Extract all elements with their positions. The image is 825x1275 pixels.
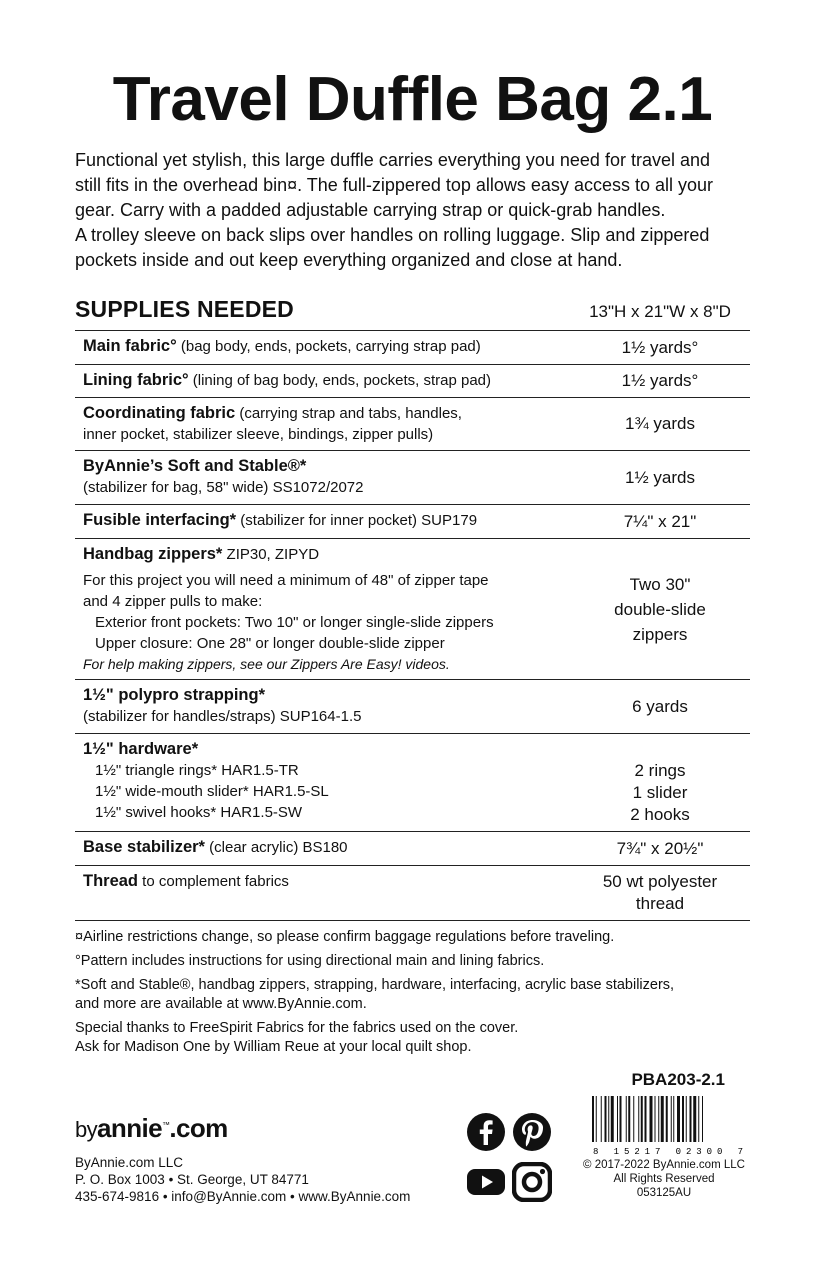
barcode-bar bbox=[698, 1096, 699, 1142]
supply-qty-line: zippers bbox=[632, 624, 688, 644]
barcode-bar bbox=[650, 1096, 653, 1142]
supply-row-main-fabric bbox=[75, 331, 750, 365]
zipper-detail-line: Upper closure: One 28" or longer double-slide zipper bbox=[95, 635, 445, 652]
supply-qty: 1½ yards° bbox=[621, 371, 699, 390]
supply-qty-line: thread bbox=[635, 894, 685, 913]
barcode-bar bbox=[611, 1096, 614, 1142]
supply-row-handbag-zippers bbox=[75, 539, 750, 680]
facebook-icon[interactable] bbox=[466, 1112, 506, 1152]
supply-row-fusible-interfacing bbox=[75, 505, 750, 539]
supply-desc: (bag body, ends, pockets, carrying strap pad) bbox=[176, 338, 481, 355]
footnote-airline: ¤Airline restrictions change, so please confirm baggage regulations before traveling. bbox=[75, 929, 615, 945]
supply-desc: (stabilizer for inner pocket) SUP179 bbox=[236, 512, 478, 529]
footnotes bbox=[75, 928, 755, 1062]
byannie-logo: byannie™.com bbox=[75, 1113, 228, 1143]
pinterest-icon[interactable] bbox=[512, 1112, 552, 1152]
zipper-detail-line: Exterior front pockets: Two 10" or longer single-slide zippers bbox=[95, 614, 494, 631]
supply-name: Coordinating fabric bbox=[83, 404, 236, 422]
barcode-bar bbox=[628, 1096, 630, 1142]
hardware-item: 1½" swivel hooks* HAR1.5-SW bbox=[95, 804, 303, 821]
barcode bbox=[588, 1094, 748, 1156]
footnote-pattern: °Pattern includes instructions for using directional main and lining fabrics. bbox=[75, 953, 545, 969]
intro-line: gear. Carry with a padded adjustable carrying strap or quick-grab handles. bbox=[75, 200, 666, 220]
supply-desc: (carrying strap and tabs, handles, bbox=[235, 405, 462, 422]
supply-qty: 1½ yards° bbox=[621, 337, 699, 357]
supplies-header bbox=[75, 296, 750, 331]
supplies-heading: SUPPLIES NEEDED bbox=[75, 296, 294, 322]
barcode-bar bbox=[666, 1096, 668, 1142]
supply-desc: to complement fabrics bbox=[138, 873, 289, 890]
rights-text: All Rights Reserved bbox=[613, 1173, 715, 1185]
barcode-bar bbox=[693, 1096, 696, 1142]
supply-qty-line: double-slide bbox=[614, 599, 706, 619]
supply-qty: 7¾" x 20½" bbox=[616, 838, 704, 858]
company-name: ByAnnie.com LLC bbox=[75, 1155, 184, 1170]
supply-qty-line: 2 rings bbox=[634, 760, 686, 780]
supply-name: ByAnnie’s Soft and Stable®* bbox=[83, 457, 307, 475]
supply-qty-line: 2 hooks bbox=[630, 804, 690, 824]
company-contact: 435-674-9816 • info@ByAnnie.com • www.ByAnnie.com bbox=[75, 1189, 411, 1204]
barcode-bar bbox=[641, 1096, 643, 1142]
version-code: 053125AU bbox=[636, 1187, 692, 1199]
supply-qty-line: 50 wt polyester bbox=[602, 872, 718, 891]
hardware-item: 1½" triangle rings* HAR1.5-TR bbox=[95, 762, 299, 779]
supply-name: Main fabric° bbox=[83, 337, 177, 355]
intro-paragraph bbox=[75, 148, 755, 273]
barcode-bar bbox=[655, 1096, 656, 1142]
footnote-availability: *Soft and Stable®, handbag zippers, strapping, hardware, interfacing, acrylic base stabilizers, and more are available at www.ByAnnie.com. bbox=[75, 977, 675, 1012]
barcode-bar bbox=[633, 1096, 634, 1142]
supply-desc: (lining of bag body, ends, pockets, strap pad) bbox=[188, 372, 492, 389]
barcode-digits: 8 15217 02300 7 bbox=[593, 1147, 743, 1156]
supply-name: Lining fabric° bbox=[83, 371, 189, 389]
barcode-bar bbox=[702, 1096, 703, 1142]
company-address: P. O. Box 1003 • St. George, UT 84771 bbox=[75, 1172, 309, 1187]
barcode-bar bbox=[601, 1096, 602, 1142]
pattern-code: PBA203-2.1 bbox=[631, 1070, 725, 1089]
hardware-item: 1½" wide-mouth slider* HAR1.5-SL bbox=[95, 783, 329, 800]
supply-desc: (stabilizer for bag, 58" wide) SS1072/2072 bbox=[83, 479, 364, 496]
supply-name: 1½" polypro strapping* bbox=[83, 686, 266, 704]
barcode-bar bbox=[658, 1096, 659, 1142]
supply-row-lining-fabric bbox=[75, 365, 750, 398]
supply-qty: 6 yards bbox=[632, 696, 688, 716]
barcode-bar bbox=[661, 1096, 664, 1142]
barcode-bar bbox=[673, 1096, 674, 1142]
barcode-bar bbox=[645, 1096, 647, 1142]
supply-desc: ZIP30, ZIPYD bbox=[222, 546, 320, 563]
barcode-bar bbox=[626, 1096, 627, 1142]
supply-row-soft-and-stable bbox=[75, 451, 750, 505]
intro-line: A trolley sleeve on back slips over handles on rolling luggage. Slip and zippered bbox=[75, 225, 710, 245]
supply-name: 1½" hardware* bbox=[83, 740, 199, 758]
barcode-bar bbox=[677, 1096, 680, 1142]
supply-row-hardware bbox=[75, 734, 750, 832]
supply-qty-line: 1 slider bbox=[632, 782, 688, 802]
barcode-bar bbox=[596, 1096, 597, 1142]
intro-line: still fits in the overhead bin¤. The full-zippered top allows easy access to all your bbox=[75, 175, 713, 195]
page-title: Travel Duffle Bag 2.1 bbox=[112, 65, 713, 134]
barcode-bar bbox=[592, 1096, 594, 1142]
supply-row-polypro-strapping bbox=[75, 680, 750, 734]
barcode-bar bbox=[682, 1096, 684, 1142]
supplies-table bbox=[75, 296, 750, 921]
barcode-bar bbox=[605, 1096, 607, 1142]
finished-size: 13"H x 21"W x 8"D bbox=[589, 302, 731, 321]
supply-qty-line: Two 30" bbox=[629, 574, 691, 594]
youtube-icon[interactable] bbox=[466, 1162, 506, 1202]
supply-name: Handbag zippers* bbox=[83, 545, 223, 563]
supply-row-thread bbox=[75, 866, 750, 921]
footnote-thanks: Special thanks to FreeSpirit Fabrics for the fabrics used on the cover. Ask for Madison One by William Reue at your local quilt shop. bbox=[75, 1020, 519, 1055]
social-icons bbox=[466, 1112, 556, 1202]
supply-desc: (clear acrylic) BS180 bbox=[204, 839, 348, 856]
zipper-video-note: For help making zippers, see our Zippers Are Easy! videos. bbox=[83, 656, 450, 672]
barcode-bar bbox=[620, 1096, 622, 1142]
barcode-bars bbox=[592, 1096, 703, 1142]
supply-qty: 1½ yards bbox=[625, 467, 695, 487]
company-info bbox=[75, 1154, 410, 1205]
instagram-icon[interactable] bbox=[512, 1162, 552, 1202]
zipper-detail-line: and 4 zipper pulls to make: bbox=[83, 593, 263, 610]
barcode-bar bbox=[638, 1096, 639, 1142]
barcode-bar bbox=[686, 1096, 687, 1142]
barcode-bar bbox=[617, 1096, 618, 1142]
supply-desc: (stabilizer for handles/straps) SUP164-1.5 bbox=[83, 708, 362, 725]
legal-info bbox=[580, 1158, 748, 1200]
supply-desc: inner pocket, stabilizer sleeve, bindings, zipper pulls) bbox=[83, 426, 434, 443]
zipper-detail-line: For this project you will need a minimum of 48" of zipper tape bbox=[83, 572, 489, 589]
intro-line: pockets inside and out keep everything organized and close at hand. bbox=[75, 250, 623, 270]
supply-qty: 1¾ yards bbox=[625, 414, 695, 433]
copyright-text: © 2017-2022 ByAnnie.com LLC bbox=[583, 1159, 745, 1171]
barcode-bar bbox=[608, 1096, 609, 1142]
barcode-bar bbox=[671, 1096, 672, 1142]
supply-name: Thread bbox=[83, 872, 139, 890]
barcode-bar bbox=[690, 1096, 692, 1142]
supply-row-coordinating-fabric bbox=[75, 398, 750, 451]
supply-name: Fusible interfacing* bbox=[83, 511, 237, 529]
intro-line: Functional yet stylish, this large duffle carries everything you need for travel and bbox=[75, 150, 711, 170]
supply-qty: 7¼" x 21" bbox=[623, 511, 697, 531]
supply-row-base-stabilizer bbox=[75, 832, 750, 866]
supply-name: Base stabilizer* bbox=[83, 838, 205, 856]
